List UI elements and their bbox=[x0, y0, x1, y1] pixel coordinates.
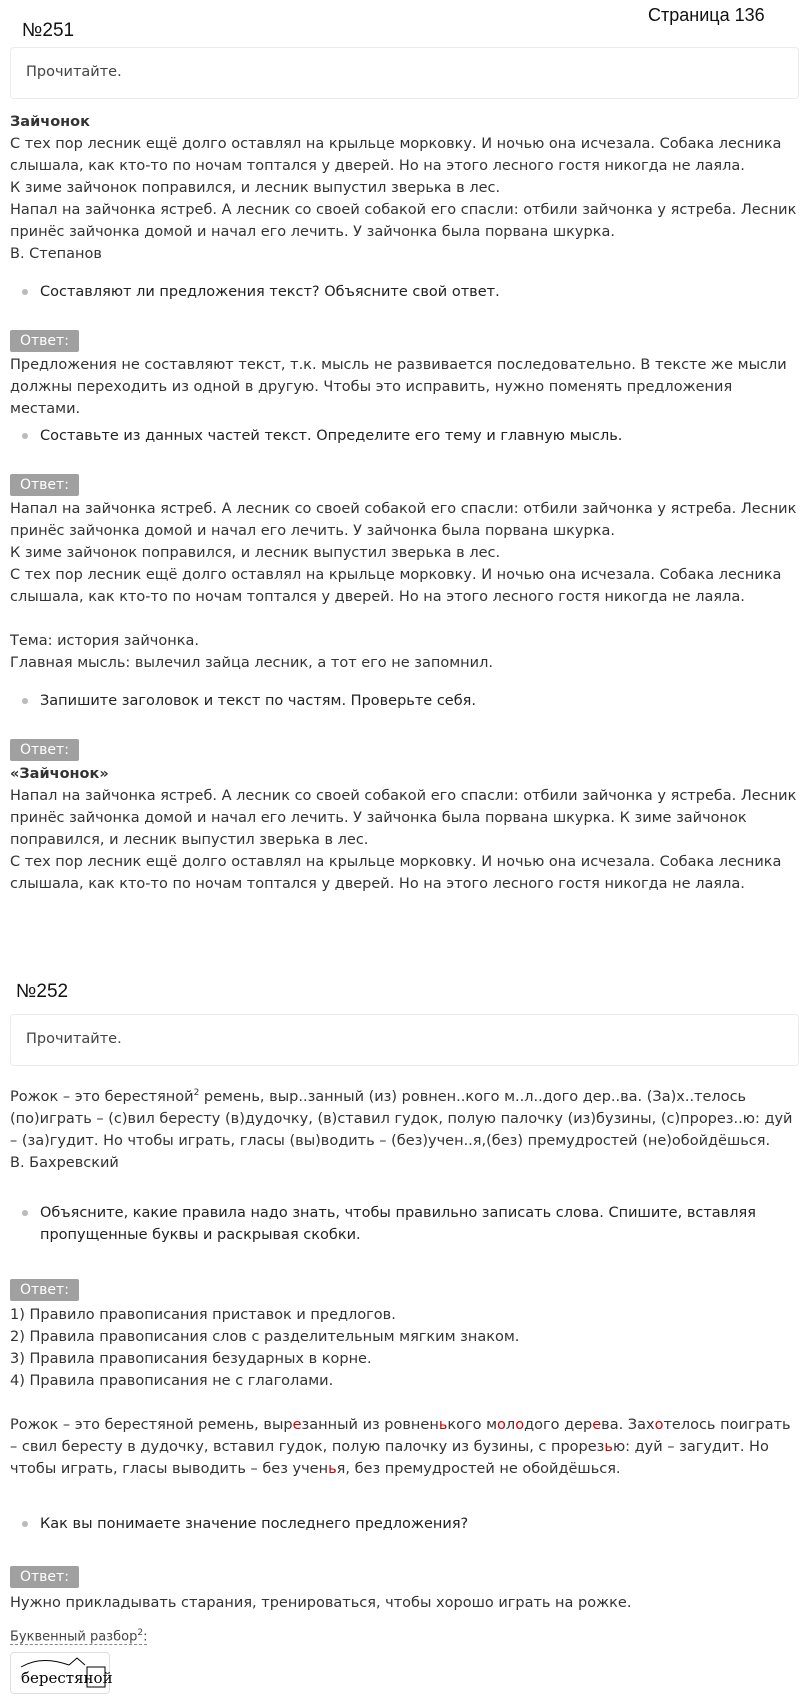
author: В. Бахревский bbox=[10, 1154, 119, 1171]
answer-label: Ответ: bbox=[10, 474, 79, 496]
paragraph: К зиме зайчонок поправился, и лесник выпустил зверька в лес. bbox=[10, 545, 501, 561]
answer-label: Ответ: bbox=[10, 1566, 79, 1588]
source-text-251 bbox=[10, 111, 800, 265]
question-1-251: Составляют ли предложения текст? Объясните свой ответ. bbox=[40, 281, 780, 303]
answer-text: Нужно прикладывать старания, тренироваться, чтобы хорошо играть на рожке. bbox=[10, 1595, 632, 1611]
text-title: Зайчонок bbox=[10, 114, 90, 130]
label-colon: : bbox=[143, 1629, 148, 1645]
answer-label: Ответ: bbox=[10, 739, 79, 761]
letter-analysis-label bbox=[10, 1628, 147, 1645]
footnote-mark: 2 bbox=[193, 1088, 200, 1098]
paragraph: С тех пор лесник ещё долго оставлял на крыльце морковку. И ночью она исчезала. Собака лесника слышала, как кто-то по ночам топтался у дверей. Но на этого лесного гостя никогда не лаяла. bbox=[10, 136, 782, 174]
answer-2-252 bbox=[10, 1592, 800, 1614]
answer-text: Предложения не составляют текст, т.к. мысль не развивается последовательно. В тексте же мысли должны переходить из одной в другую. Чтобы это исправить, нужно поменять предложения местами. bbox=[10, 357, 787, 417]
corrected-text bbox=[10, 1414, 800, 1480]
text-segment: кого м bbox=[447, 1417, 498, 1433]
text-segment: я, без премудростей не обойдёшься. bbox=[336, 1461, 621, 1477]
inserted-letter: ь bbox=[328, 1461, 337, 1477]
text-segment: занный из ровнен bbox=[301, 1417, 439, 1433]
paragraph: С тех пор лесник ещё долго оставлял на крыльце морковку. И ночью она исчезала. Собака лесника слышала, как кто-то по ночам топтался у дверей. Но на этого лесного гостя никогда не лаяла. bbox=[10, 567, 782, 605]
question-2-252: Как вы понимаете значение последнего предложения? bbox=[40, 1513, 780, 1535]
instruction-text: Прочитайте. bbox=[26, 64, 122, 80]
inserted-letter: о bbox=[497, 1417, 506, 1433]
theme: Тема: история зайчонка. bbox=[10, 633, 199, 649]
analyzed-word: берестяной bbox=[21, 1669, 113, 1687]
rule-item: 1) Правило правописания приставок и предлогов. bbox=[10, 1307, 396, 1323]
main-idea: Главная мысль: вылечил зайца лесник, а тот его не запомнил. bbox=[10, 655, 493, 671]
task-number-252: №252 bbox=[16, 981, 69, 1002]
paragraph bbox=[10, 1082, 800, 1152]
text-segment: ю: дуй – загудит. Но чтобы играть, гласы выводить – без учен bbox=[10, 1439, 769, 1477]
answer-label: Ответ: bbox=[10, 330, 79, 352]
paragraph: С тех пор лесник ещё долго оставлял на крыльце морковку. И ночью она исчезала. Собака лесника слышала, как кто-то по ночам топтался у дверей. Но на этого лесного гостя никогда не лаяла. bbox=[10, 854, 782, 892]
inserted-letter: о bbox=[654, 1417, 664, 1433]
rule-item: 2) Правила правописания слов с разделительным мягким знаком. bbox=[10, 1329, 520, 1345]
answer-1-251 bbox=[10, 354, 800, 420]
rule-item: 3) Правила правописания безударных в корне. bbox=[10, 1351, 372, 1367]
text-segment: л bbox=[505, 1417, 516, 1433]
paragraph: К зиме зайчонок поправился, и лесник выпустил зверька в лес. bbox=[10, 180, 501, 196]
paragraph: Напал на зайчонка ястреб. А лесник со своей собакой его спасли: отбили зайчонка у ястреба. Лесник принёс зайчонка домой и начал его лечить. У зайчонка была порвана шкурка. К зиме зайчонок поправился, и лесник выпустил зверька в лес. bbox=[10, 788, 797, 848]
text-segment: телось поиграть – свил бересту в дудочку, вставил гудок, полую палочку из бузины, с прорез bbox=[10, 1417, 791, 1455]
page-number: Страница 136 bbox=[648, 5, 765, 25]
footnote-mark: 2 bbox=[137, 1628, 144, 1638]
inserted-letter: е bbox=[292, 1417, 302, 1433]
text-segment: Рожок – это берестяной ремень, выр bbox=[10, 1417, 293, 1433]
answer-2-251 bbox=[10, 498, 800, 674]
text-segment: ва. Зах bbox=[601, 1417, 655, 1433]
rule-item: 4) Правила правописания не с глаголами. bbox=[10, 1373, 334, 1389]
question-1-252: Объясните, какие правила надо знать, чтобы правильно записать слова. Спишите, вставляя пропущенные буквы и раскрывая скобки. bbox=[40, 1202, 780, 1246]
question-2-251: Составьте из данных частей текст. Определите его тему и главную мысль. bbox=[40, 425, 780, 447]
source-text-252 bbox=[10, 1082, 800, 1174]
instruction-box-251 bbox=[10, 47, 799, 99]
task-number-251: №251 bbox=[22, 20, 75, 41]
author: В. Степанов bbox=[10, 246, 102, 262]
answer-label: Ответ: bbox=[10, 1279, 79, 1301]
inserted-letter: е bbox=[592, 1417, 602, 1433]
answer-3-251 bbox=[10, 763, 800, 895]
text-start: Рожок – это берестяной bbox=[10, 1088, 194, 1105]
letter-analysis-label-text: Буквенный разбор bbox=[10, 1629, 138, 1645]
text-rest: ремень, выр..занный (из) ровнен..кого м..л..дого дер..ва. (За)х..телось (по)играть – (с)вил бересту (в)дудочку, (в)ставил гудок, полую палочку (из)бузины, (с)прорез..ю: дуй – (за)гудит. Но чтобы играть, гласы (вы)водить – (без)учен..я,(без) премудростей (не)обойдёшься. bbox=[10, 1088, 793, 1149]
inserted-letter: ь bbox=[604, 1439, 613, 1455]
letter-analysis-box bbox=[10, 1652, 113, 1694]
paragraph: Напал на зайчонка ястреб. А лесник со своей собакой его спасли: отбили зайчонка у ястреба. Лесник принёс зайчонка домой и начал его лечить. У зайчонка была порвана шкурка. bbox=[10, 501, 797, 539]
question-3-251: Запишите заголовок и текст по частям. Проверьте себя. bbox=[40, 690, 780, 712]
paragraph: Напал на зайчонка ястреб. А лесник со своей собакой его спасли: отбили зайчонка у ястреба. Лесник принёс зайчонка домой и начал его лечить. У зайчонка была порвана шкурка. bbox=[10, 202, 797, 240]
answer-1-252 bbox=[10, 1304, 800, 1480]
inserted-letter: ь bbox=[438, 1417, 448, 1433]
instruction-box-252 bbox=[10, 1014, 799, 1066]
instruction-text: Прочитайте. bbox=[26, 1031, 122, 1047]
text-segment: дого дер bbox=[524, 1417, 593, 1433]
inserted-letter: о bbox=[515, 1417, 525, 1433]
answer-title: «Зайчонок» bbox=[10, 766, 109, 782]
